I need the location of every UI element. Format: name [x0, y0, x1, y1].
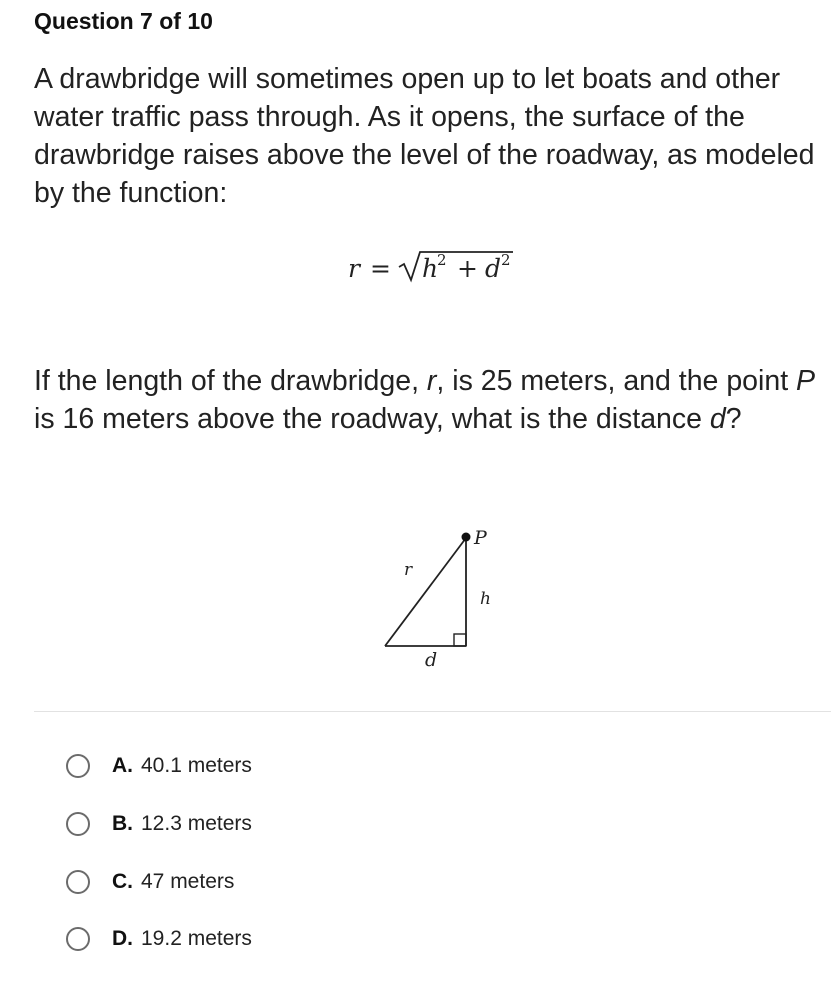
- radio-button-c[interactable]: [66, 870, 90, 894]
- radio-button-d[interactable]: [66, 927, 90, 951]
- right-angle-mark: [454, 634, 466, 646]
- option-letter: B.: [112, 812, 133, 835]
- label-d: d: [425, 649, 438, 671]
- question-paragraph-2: If the length of the drawbridge, r, is 25 meters, and the point P is 16 meters above the roadway, what is the distance d?: [34, 365, 816, 435]
- option-text: 40.1 meters: [141, 754, 252, 777]
- option-b[interactable]: [66, 807, 252, 841]
- formula-equals: =: [370, 254, 391, 283]
- radio-button-a[interactable]: [66, 754, 90, 778]
- hypotenuse-r: [385, 538, 466, 646]
- formula-plus: +: [457, 254, 478, 283]
- option-a[interactable]: [66, 749, 252, 783]
- formula-h: h: [422, 254, 439, 283]
- label-h: h: [480, 589, 491, 609]
- option-letter: D.: [112, 927, 133, 950]
- point-p-dot: [462, 533, 471, 542]
- triangle-diagram: [370, 520, 510, 680]
- label-p: P: [474, 527, 487, 549]
- question-paragraph-1: A drawbridge will sometimes open up to let boats and other water traffic pass through. As it opens, the surface of the drawbridge raises above the level of the roadway, as modeled by the function:: [34, 63, 815, 209]
- label-r: r: [404, 560, 413, 580]
- formula: [0, 238, 831, 288]
- option-letter: A.: [112, 754, 133, 777]
- formula-h-exp: 2: [437, 251, 447, 269]
- divider: [34, 711, 831, 712]
- formula-d-exp: 2: [501, 251, 511, 269]
- option-text: 19.2 meters: [141, 927, 252, 950]
- option-letter: C.: [112, 870, 133, 893]
- option-d[interactable]: [66, 922, 252, 956]
- option-text: 12.3 meters: [141, 812, 252, 835]
- option-c[interactable]: [66, 865, 234, 899]
- question-counter: Question 7 of 10: [34, 8, 213, 34]
- radio-button-b[interactable]: [66, 812, 90, 836]
- option-text: 47 meters: [141, 870, 235, 893]
- formula-r: r: [348, 254, 360, 283]
- formula-d: d: [485, 254, 502, 283]
